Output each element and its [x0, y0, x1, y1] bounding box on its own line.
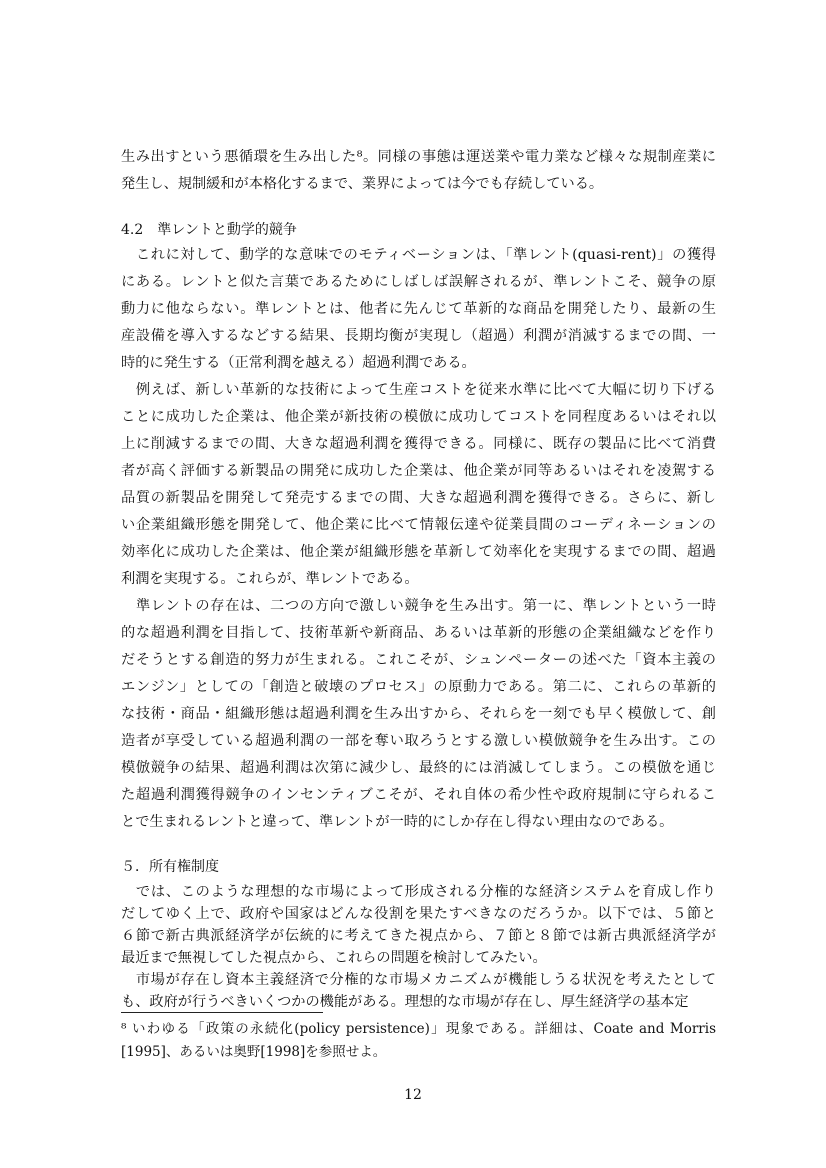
body-line: 時的に発生する（正常利潤を越える）超過利潤である。 [121, 355, 476, 371]
body-line: だそうとする創造的努力が生まれる。これこそが、シュンペーターの述べた「資本主義の [121, 652, 716, 668]
page-number: 12 [404, 1087, 422, 1103]
body-line: な技術・商品・組織形態は超過利潤を生み出すから、それらを一刻でも早く模倣して、創 [121, 706, 716, 722]
body-line: 品質の新製品を開発して発売するまでの間、大きな超過利潤を獲得できる。さらに、新し [121, 490, 716, 506]
body-line: 模倣競争の結果、超過利潤は次第に減少し、最終的には消滅してしまう。この模倣を通じ [121, 760, 716, 776]
body-line: エンジン」としての「創造と破壊のプロセス」の原動力である。第二に、これらの革新的 [121, 679, 716, 695]
body-line: では、このような理想的な市場によって形成される分権的な経済システムを育成し作り [121, 884, 716, 900]
body-line: い企業組織形態を開発して、他企業に比べて情報伝達や従業員間のコーディネーションの [121, 517, 716, 533]
body-line: ６節で新古典派経済学が伝統的に考えてきた視点から、７節と８節では新古典派経済学が [121, 928, 716, 944]
body-line: 造者が享受している超過利潤の一部を奪い取ろうとする激しい模倣競争を生み出す。この [121, 733, 716, 749]
body-line: これに対して、動学的な意味でのモティベーションは、「準レント(quasi-rent)」の獲得 [121, 247, 716, 263]
footnote-line: [1995]、あるいは奥野[1998]を参照せよ。 [121, 1044, 387, 1060]
body-line: 動力に他ならない。準レントとは、他者に先んじて革新的な商品を開発したり、最新の生 [121, 301, 716, 317]
section-heading: ５．所有権制度 [121, 859, 219, 875]
body-line: 上に削減するまでの間、大きな超過利潤を獲得できる。同様に、既存の製品に比べて消費 [121, 436, 716, 452]
body-line: 産設備を導入するなどする結果、長期均衡が実現し（超過）利潤が消滅するまでの間、一 [121, 328, 716, 344]
body-line: 最近まで無視してした視点から、これらの問題を検討してみたい。 [121, 950, 547, 966]
body-line: ことに成功した企業は、他企業が新技術の模倣に成功してコストを同程度あるいはそれ以 [121, 409, 716, 425]
body-line: 準レントの存在は、二つの方向で激しい競争を生み出す。第一に、準レントという一時 [121, 598, 716, 614]
body-line: 利潤を実現する。これらが、準レントである。 [121, 571, 419, 587]
footnote-line: ⁸ いわゆる「政策の永続化(policy persistence)」現象である。詳細は、Coate and Morris [121, 1021, 716, 1037]
body-line: 発生し、規制緩和が本格化するまで、業界によっては今でも存続している。 [121, 176, 604, 192]
body-line: 生み出すという悪循環を生み出した⁸。同様の事態は運送業や電力業など様々な規制産業に [121, 149, 716, 165]
section-heading: 4.2 準レントと動学的競争 [121, 222, 297, 238]
body-line: 市場が存在し資本主義経済で分権的な市場メカニズムが機能しうる状況を考えたとして [121, 972, 716, 988]
body-line: 例えば、新しい革新的な技術によって生産コストを従来水準に比べて大幅に切り下げる [121, 382, 716, 398]
body-line: た超過利潤獲得競争のインセンティブこそが、それ自体の希少性や政府規制に守られるこ [121, 787, 716, 803]
body-line: 効率化に成功した企業は、他企業が組織形態を革新して効率化を実現するまでの間、超過 [121, 544, 716, 560]
body-line: も、政府が行うべきいくつかの機能がある。理想的な市場が存在し、厚生経済学の基本定 [121, 994, 689, 1010]
body-line: とで生まれるレントと違って、準レントが一時的にしか存在し得ない理由なのである。 [121, 814, 674, 830]
body-line: にある。レントと似た言葉であるためにしばしば誤解されるが、準レントこそ、競争の原 [121, 274, 716, 290]
body-line: 的な超過利潤を目指して、技術革新や新商品、あるいは革新的形態の企業組織などを作り [121, 625, 716, 641]
footnote-rule [121, 1012, 323, 1013]
body-line: 者が高く評価する新製品の開発に成功した企業は、他企業が同等あるいはそれを凌駕する [121, 463, 716, 479]
body-line: だしてゆく上で、政府や国家はどんな役割を果たすべきなのだろうか。以下では、５節と [121, 906, 716, 922]
